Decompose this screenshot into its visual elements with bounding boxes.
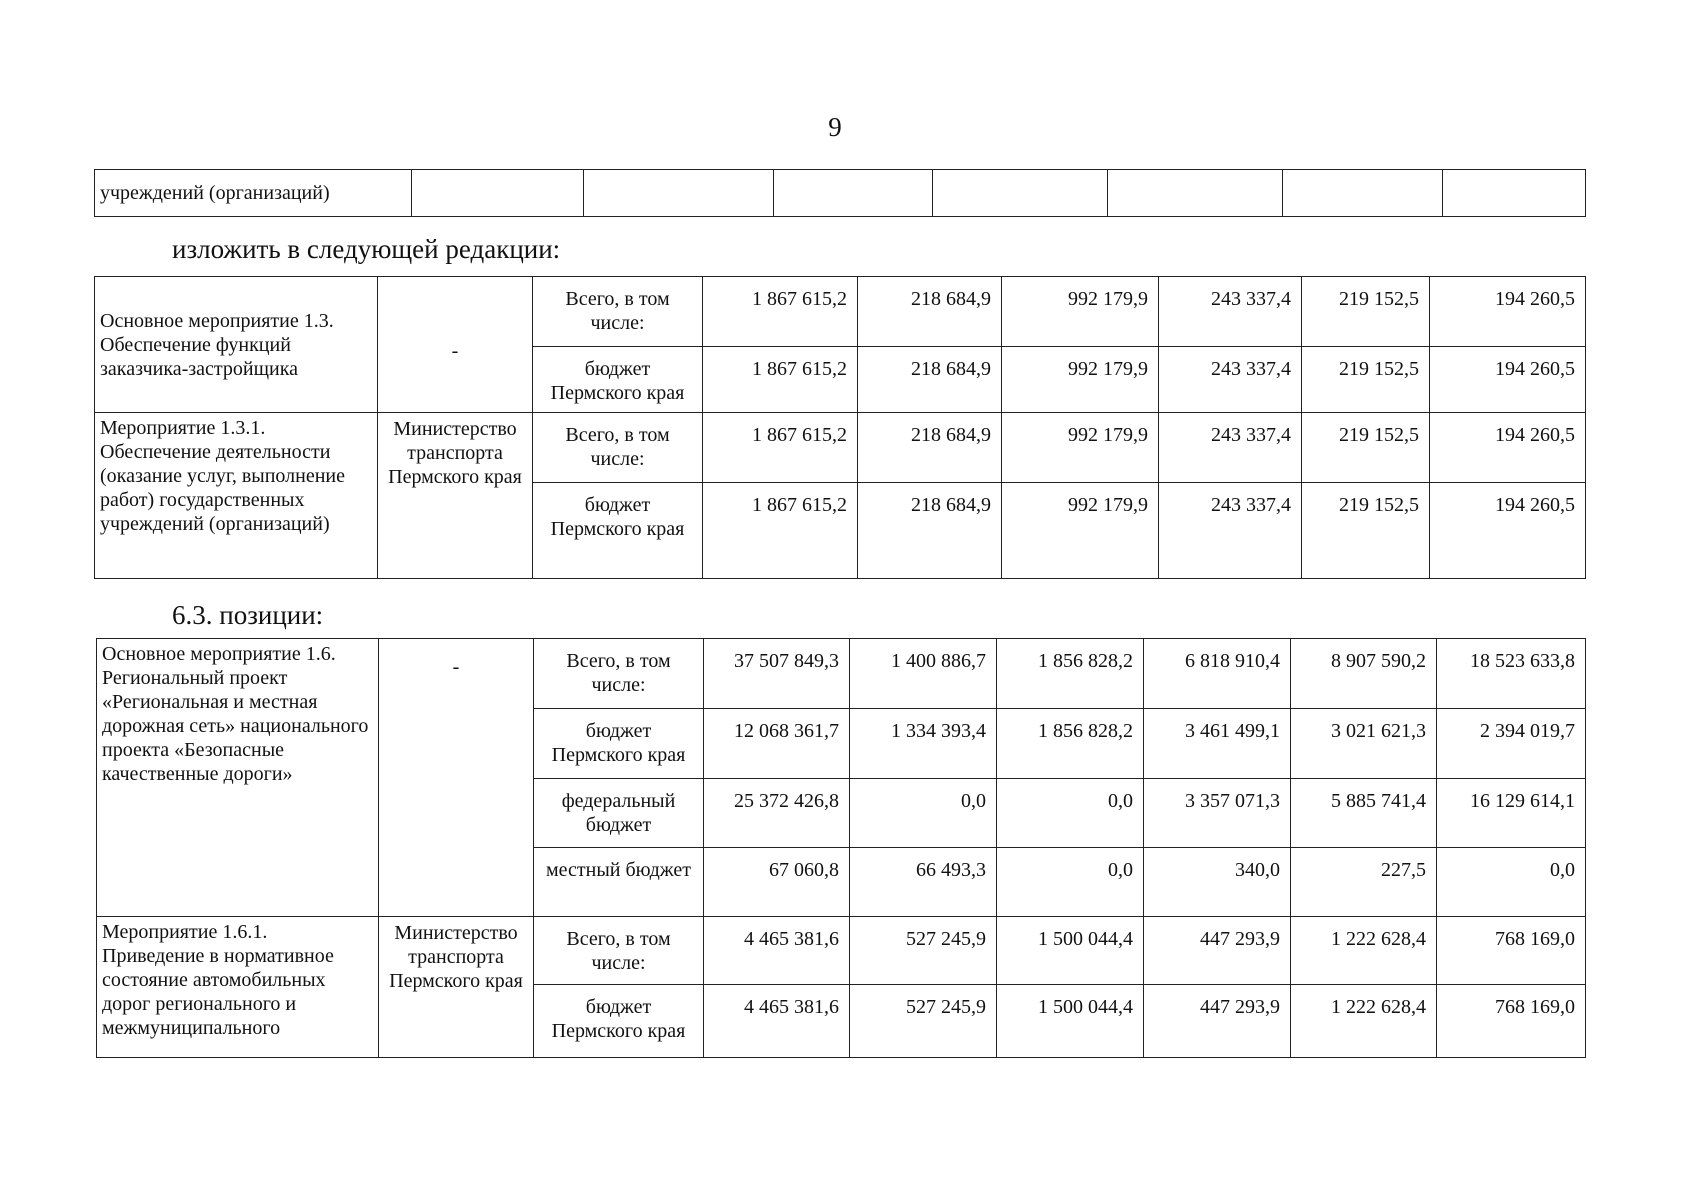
amount-cell: 243 337,4	[1159, 277, 1302, 347]
empty-cell	[1283, 170, 1443, 217]
funding-source-cell: бюджет Пермского края	[533, 347, 703, 413]
amount-cell: 0,0	[997, 848, 1144, 917]
amount-cell: 194 260,5	[1430, 413, 1586, 483]
funding-source-cell: местный бюджет	[534, 848, 704, 917]
amount-cell: 4 465 381,6	[704, 985, 850, 1058]
empty-cell	[1107, 170, 1282, 217]
amount-cell: 219 152,5	[1302, 347, 1430, 413]
amount-cell: 1 222 628,4	[1291, 917, 1437, 985]
amount-cell: 1 400 886,7	[850, 639, 997, 709]
amount-cell: 527 245,9	[850, 917, 997, 985]
executor-cell: -	[379, 639, 534, 917]
amount-cell: 194 260,5	[1430, 483, 1586, 579]
amount-cell: 0,0	[850, 779, 997, 848]
executor-cell: Министерство транспорта Пермского края	[378, 413, 533, 579]
empty-cell	[1442, 170, 1585, 217]
amount-cell: 1 222 628,4	[1291, 985, 1437, 1058]
measure-name-cell: Основное мероприятие 1.3. Обеспечение функций заказчика-застройщика	[95, 277, 378, 413]
funding-table-1	[94, 276, 1586, 579]
amount-cell: 4 465 381,6	[704, 917, 850, 985]
amount-cell: 243 337,4	[1159, 483, 1302, 579]
funding-source-cell: бюджет Пермского края	[533, 483, 703, 579]
empty-cell	[412, 170, 584, 217]
amount-cell: 1 867 615,2	[703, 483, 858, 579]
measure-name-cell: Мероприятие 1.6.1. Приведение в нормативное состояние автомобильных дорог регионального и межмуниципального	[97, 917, 379, 1058]
table-row	[97, 639, 1586, 709]
empty-cell	[932, 170, 1107, 217]
amount-cell: 1 500 044,4	[997, 985, 1144, 1058]
amount-cell: 218 684,9	[858, 483, 1002, 579]
amount-cell: 25 372 426,8	[704, 779, 850, 848]
measure-name-cell: Основное мероприятие 1.6. Региональный проект «Региональная и местная дорожная сеть» национального проекта «Безопасные качественные дороги»	[97, 639, 379, 917]
amount-cell: 1 856 828,2	[997, 639, 1144, 709]
table-row	[97, 917, 1586, 985]
amount-cell: 0,0	[1437, 848, 1586, 917]
amount-cell: 447 293,9	[1144, 917, 1291, 985]
amount-cell: 1 867 615,2	[703, 413, 858, 483]
amount-cell: 37 507 849,3	[704, 639, 850, 709]
funding-source-cell: бюджет Пермского края	[534, 985, 704, 1058]
funding-source-cell: федеральный бюджет	[534, 779, 704, 848]
amount-cell: 992 179,9	[1002, 483, 1159, 579]
funding-source-cell: Всего, в том числе:	[534, 639, 704, 709]
amount-cell: 0,0	[997, 779, 1144, 848]
amount-cell: 527 245,9	[850, 985, 997, 1058]
amount-cell: 992 179,9	[1002, 413, 1159, 483]
amount-cell: 243 337,4	[1159, 413, 1302, 483]
amount-cell: 3 461 499,1	[1144, 709, 1291, 779]
continuation-cell: учреждений (организаций)	[95, 170, 412, 217]
amount-cell: 8 907 590,2	[1291, 639, 1437, 709]
amount-cell: 5 885 741,4	[1291, 779, 1437, 848]
amount-cell: 992 179,9	[1002, 347, 1159, 413]
page-number: 9	[828, 112, 842, 142]
amount-cell: 3 357 071,3	[1144, 779, 1291, 848]
amount-cell: 227,5	[1291, 848, 1437, 917]
amount-cell: 67 060,8	[704, 848, 850, 917]
funding-table-2	[96, 638, 1586, 1058]
funding-source-cell: бюджет Пермского края	[534, 709, 704, 779]
funding-source-cell: Всего, в том числе:	[534, 917, 704, 985]
amount-cell: 18 523 633,8	[1437, 639, 1586, 709]
amount-cell: 1 856 828,2	[997, 709, 1144, 779]
amount-cell: 1 867 615,2	[703, 347, 858, 413]
funding-source-cell: Всего, в том числе:	[533, 413, 703, 483]
table-row	[95, 277, 1586, 347]
amount-cell: 447 293,9	[1144, 985, 1291, 1058]
executor-cell: -	[378, 277, 533, 413]
amount-cell: 6 818 910,4	[1144, 639, 1291, 709]
amount-cell: 219 152,5	[1302, 413, 1430, 483]
empty-cell	[774, 170, 933, 217]
funding-source-cell: Всего, в том числе:	[533, 277, 703, 347]
heading-positions: 6.3. позиции:	[172, 600, 324, 630]
amount-cell: 243 337,4	[1159, 347, 1302, 413]
heading-new-edition: изложить в следующей редакции:	[172, 234, 561, 264]
amount-cell: 16 129 614,1	[1437, 779, 1586, 848]
amount-cell: 194 260,5	[1430, 277, 1586, 347]
amount-cell: 992 179,9	[1002, 277, 1159, 347]
continuation-table	[94, 169, 1586, 217]
amount-cell: 340,0	[1144, 848, 1291, 917]
amount-cell: 1 867 615,2	[703, 277, 858, 347]
measure-name-cell: Мероприятие 1.3.1. Обеспечение деятельности (оказание услуг, выполнение работ) государственных учреждений (организаций)	[95, 413, 378, 579]
amount-cell: 218 684,9	[858, 277, 1002, 347]
amount-cell: 1 334 393,4	[850, 709, 997, 779]
executor-cell: Министерство транспорта Пермского края	[379, 917, 534, 1058]
amount-cell: 219 152,5	[1302, 277, 1430, 347]
amount-cell: 66 493,3	[850, 848, 997, 917]
empty-cell	[584, 170, 774, 217]
amount-cell: 3 021 621,3	[1291, 709, 1437, 779]
amount-cell: 218 684,9	[858, 347, 1002, 413]
table-row	[95, 413, 1586, 483]
amount-cell: 218 684,9	[858, 413, 1002, 483]
amount-cell: 768 169,0	[1437, 917, 1586, 985]
amount-cell: 12 068 361,7	[704, 709, 850, 779]
amount-cell: 768 169,0	[1437, 985, 1586, 1058]
amount-cell: 219 152,5	[1302, 483, 1430, 579]
amount-cell: 1 500 044,4	[997, 917, 1144, 985]
amount-cell: 194 260,5	[1430, 347, 1586, 413]
amount-cell: 2 394 019,7	[1437, 709, 1586, 779]
